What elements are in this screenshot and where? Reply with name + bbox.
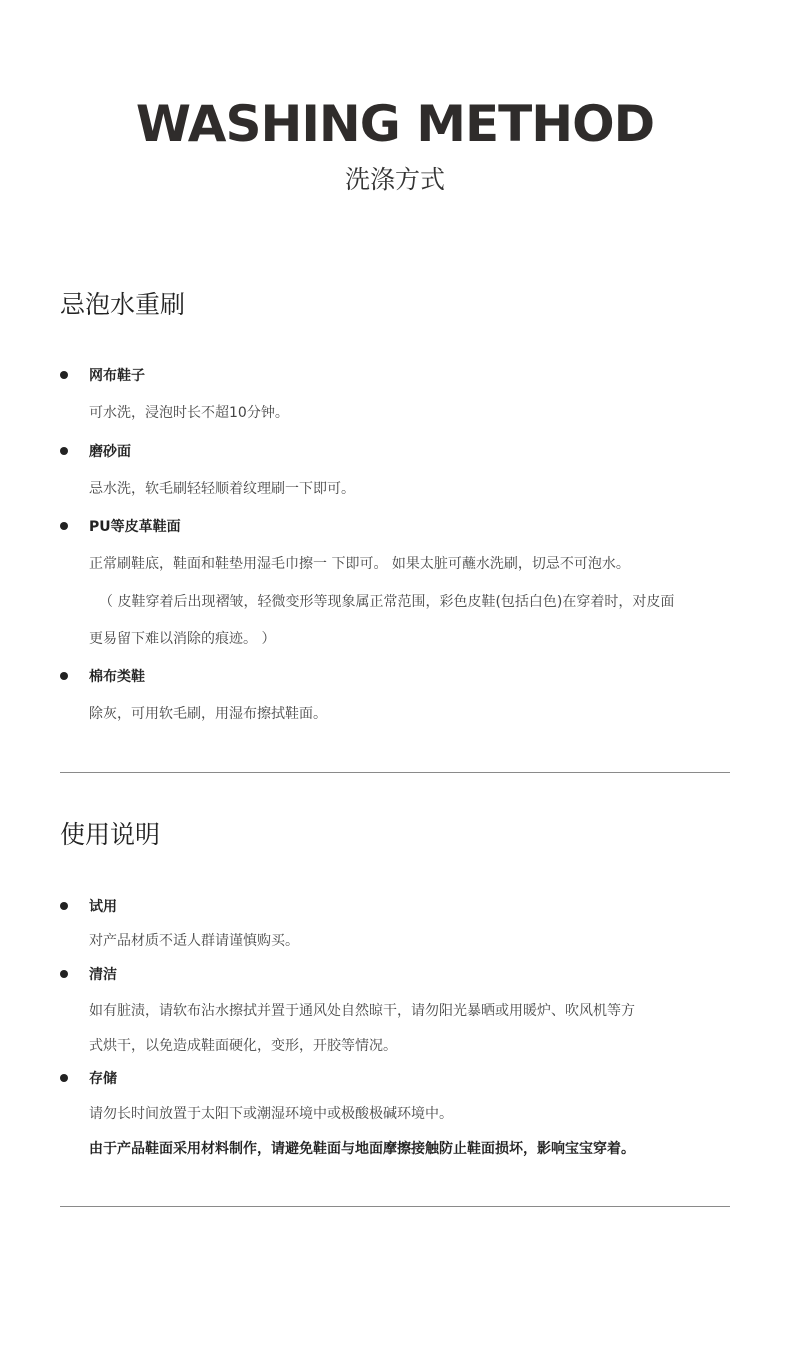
bullet-icon — [60, 371, 68, 379]
section-title: 忌泡水重刷 — [60, 290, 186, 319]
page-title: WASHING METHOD — [135, 95, 655, 153]
item-description: 可水洗，浸泡时长不超10分钟。 — [89, 405, 289, 421]
item-label: PU等皮革鞋面 — [89, 519, 181, 535]
item-description: 请勿长时间放置于太阳下或潮湿环境中或极酸极碱环境中。 — [89, 1106, 453, 1122]
item-description: （ 皮鞋穿着后出现褶皱，轻微变形等现象属正常范围，彩色皮鞋(包括白色)在穿着时，对皮面 — [99, 594, 675, 610]
bullet-icon — [60, 970, 68, 978]
item-description: 对产品材质不适人群请谨慎购买。 — [89, 933, 299, 949]
section-divider — [60, 772, 730, 773]
item-description: 忌水洗，软毛刷轻轻顺着纹理刷一下即可。 — [89, 481, 355, 497]
item-label: 网布鞋子 — [89, 368, 145, 384]
item-description: 更易留下难以消除的痕迹。 ） — [89, 631, 276, 647]
page-subtitle: 洗涤方式 — [344, 165, 445, 194]
section-divider — [60, 1206, 730, 1207]
item-label: 试用 — [89, 899, 117, 915]
item-label: 磨砂面 — [89, 444, 131, 460]
item-label: 棉布类鞋 — [89, 669, 145, 685]
bullet-icon — [60, 672, 68, 680]
item-label: 存储 — [89, 1071, 117, 1087]
bullet-icon — [60, 447, 68, 455]
item-description: 除灰，可用软毛刷，用湿布擦拭鞋面。 — [89, 706, 327, 722]
bullet-icon — [60, 522, 68, 530]
item-description: 由于产品鞋面采用材料制作，请避免鞋面与地面摩擦接触防止鞋面损坏，影响宝宝穿着。 — [89, 1141, 635, 1157]
item-description: 如有脏渍，请软布沾水擦拭并置于通风处自然晾干，请勿阳光暴晒或用暖炉、吹风机等方 — [89, 1003, 635, 1019]
section-title: 使用说明 — [60, 820, 161, 849]
item-description: 式烘干，以免造成鞋面硬化，变形，开胶等情况。 — [89, 1038, 397, 1054]
item-description: 正常刷鞋底，鞋面和鞋垫用湿毛巾擦一 下即可。 如果太脏可蘸水洗刷，切忌不可泡水。 — [89, 556, 630, 572]
bullet-icon — [60, 902, 68, 910]
bullet-icon — [60, 1074, 68, 1082]
item-label: 清洁 — [89, 967, 117, 983]
